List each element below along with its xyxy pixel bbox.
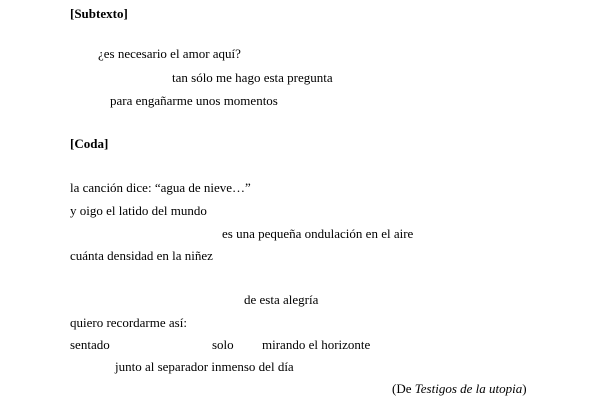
- poem-line: para engañarme unos momentos: [110, 93, 278, 108]
- poem-line: ¿es necesario el amor aquí?: [98, 46, 241, 61]
- poem-line-word: mirando el horizonte: [262, 337, 371, 352]
- section-heading-subtexto: [Subtexto]: [70, 6, 128, 21]
- poem-line: quiero recordarme así:: [70, 315, 187, 330]
- poem-line-word: solo: [212, 337, 234, 352]
- citation-suffix: ): [522, 381, 527, 396]
- poem-line: tan sólo me hago esta pregunta: [172, 70, 333, 85]
- poem-line: cuánta densidad en la niñez: [70, 248, 213, 263]
- poem-line: junto al separador inmenso del día: [115, 359, 294, 374]
- poem-line: y oigo el latido del mundo: [70, 203, 207, 218]
- citation-prefix: (De: [392, 381, 415, 396]
- poem-line: de esta alegría: [244, 292, 319, 307]
- poem-line: es una pequeña ondulación en el aire: [222, 226, 414, 241]
- poem-line-word: sentado: [70, 337, 110, 352]
- section-heading-coda: [Coda]: [70, 136, 109, 151]
- citation-title: Testigos de la utopia: [414, 381, 523, 396]
- source-citation: [392, 381, 527, 397]
- poem-line: la canción dice: “agua de nieve…”: [70, 180, 251, 195]
